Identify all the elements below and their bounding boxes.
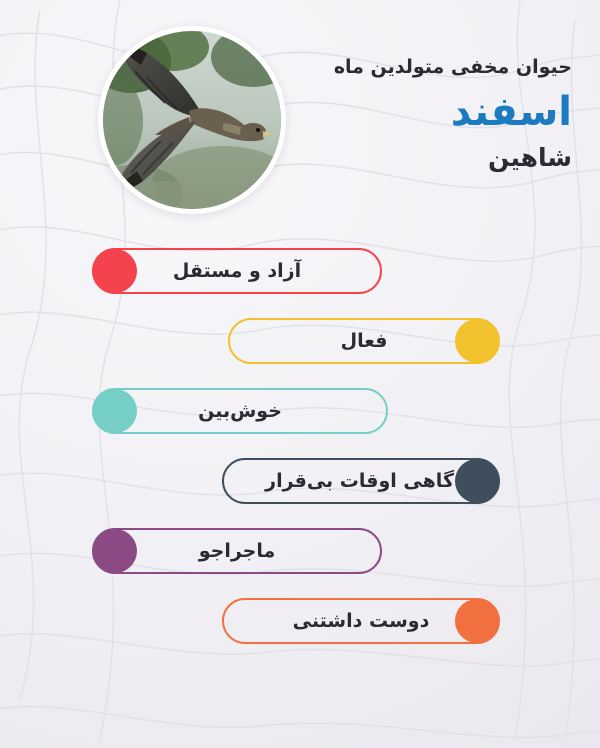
trait-label: آزاد و مستقل: [172, 260, 302, 282]
trait-pill-4: [222, 458, 500, 504]
poster-header: [0, 0, 600, 218]
trait-row: [0, 318, 600, 388]
trait-list: [0, 248, 600, 668]
trait-label: گاهی اوقات بی‌قرار: [265, 470, 454, 492]
trait-label: خوش‌بین: [198, 400, 282, 422]
poster-animal-name: شاهین: [487, 142, 572, 172]
trait-dot: [455, 459, 499, 503]
trait-dot: [455, 319, 499, 363]
trait-pill-5: [92, 528, 382, 574]
trait-dot: [455, 599, 499, 643]
poster-kicker: حیوان مخفی متولدین ماه: [333, 56, 572, 78]
trait-dot: [93, 529, 137, 573]
animal-photo-image: [103, 31, 281, 209]
trait-pill-6: [222, 598, 500, 644]
poster-month: اسفند: [450, 88, 572, 135]
falcon-illustration: [103, 31, 281, 209]
trait-row: [0, 458, 600, 528]
trait-label: دوست داشتنی: [292, 610, 430, 632]
trait-pill-1: [92, 248, 382, 294]
trait-row: [0, 388, 600, 458]
animal-photo: [98, 26, 286, 214]
trait-label: فعال: [340, 330, 388, 352]
trait-pill-2: [228, 318, 500, 364]
title-block: [334, 56, 572, 173]
trait-dot: [93, 389, 137, 433]
trait-row: [0, 528, 600, 598]
trait-pill-3: [92, 388, 388, 434]
trait-label: ماجراجو: [198, 540, 276, 562]
trait-dot: [93, 249, 137, 293]
trait-row: [0, 248, 600, 318]
trait-row: [0, 598, 600, 668]
